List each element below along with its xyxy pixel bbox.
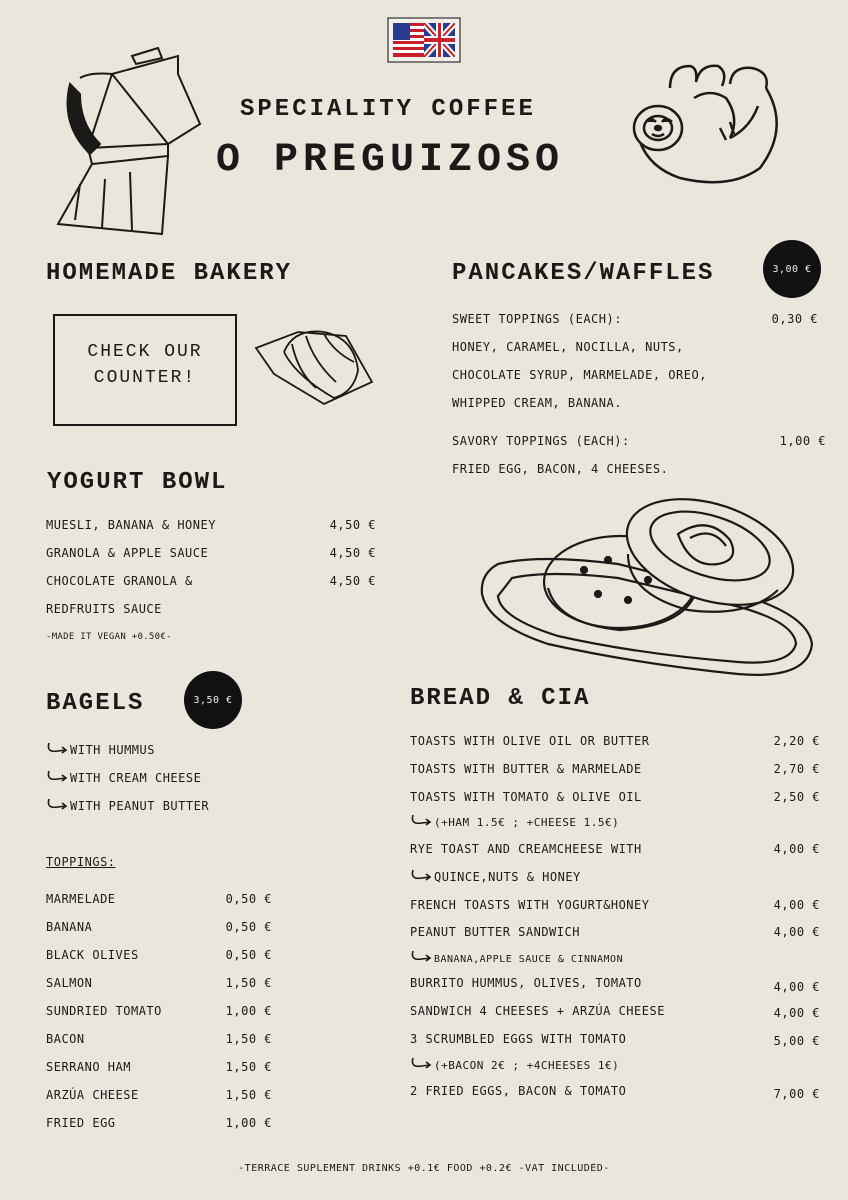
header-subtitle: SPECIALITY COFFEE [240, 96, 536, 123]
item-name: 3 SCRUMBLED EGGS WITH TOMATO [410, 1032, 627, 1046]
sloth-illustration [630, 58, 790, 190]
item-name: TOASTS WITH OLIVE OIL OR BUTTER [410, 734, 650, 748]
sloth-icon [630, 58, 790, 190]
check-counter-line2: COUNTER! [93, 368, 197, 388]
curved-arrow-icon [46, 770, 68, 782]
topping-text: FRIED EGG, BACON, 4 CHEESES. [452, 462, 669, 476]
item-price: 4,00 € [773, 842, 820, 856]
item-name: RYE TOAST AND CREAMCHEESE WITH [410, 842, 642, 856]
pancakes-toppings [452, 312, 826, 482]
item-name: SANDWICH 4 CHEESES + ARZÚA CHEESE [410, 1004, 665, 1018]
item-price: 4,00 € [773, 925, 820, 939]
item-name: TOASTS WITH BUTTER & MARMELADE [410, 762, 642, 776]
item-price: 2,50 € [773, 790, 820, 804]
moka-pot-icon [50, 44, 200, 239]
item-extra-text: BANANA,APPLE SAUCE & CINNAMON [434, 954, 624, 965]
item-price: 1,50 € [225, 976, 272, 990]
item-name: PEANUT BUTTER SANDWICH [410, 925, 580, 939]
item-name: TOASTS WITH TOMATO & OLIVE OIL [410, 790, 642, 804]
item-price: 4,00 € [773, 980, 820, 994]
toppings-heading: TOPPINGS: [46, 855, 116, 869]
footer-note: -TERRACE SUPLEMENT DRINKS +0.1€ FOOD +0.2€ -VAT INCLUDED- [238, 1163, 610, 1174]
item-name: SUNDRIED TOMATO [46, 1004, 162, 1018]
moka-pot-illustration [50, 44, 200, 239]
bagel-options [46, 742, 306, 826]
curved-arrow-icon [410, 950, 432, 962]
check-counter-line1: CHECK OUR [87, 342, 203, 362]
savory-toppings-price: 1,00 € [779, 434, 826, 448]
bagels-section-title: BAGELS [46, 690, 145, 717]
bread-section-title: BREAD & CIA [410, 685, 591, 712]
item-price: 4,00 € [773, 1006, 820, 1020]
item-name: ARZÚA CHEESE [46, 1088, 139, 1102]
bagel-option-label: WITH HUMMUS [70, 743, 155, 757]
item-name-line2: REDFRUITS SAUCE [46, 602, 162, 616]
item-price: 2,20 € [773, 734, 820, 748]
item-name: BURRITO HUMMUS, OLIVES, TOMATO [410, 976, 642, 990]
item-price: 0,50 € [225, 948, 272, 962]
item-price: 4,50 € [329, 574, 376, 588]
bagels-price-badge: 3,50 € [184, 671, 242, 729]
item-price: 7,00 € [773, 1087, 820, 1101]
item-price: 1,50 € [225, 1032, 272, 1046]
curved-arrow-icon [410, 814, 432, 826]
item-price: 4,50 € [329, 518, 376, 532]
item-name: 2 FRIED EGGS, BACON & TOMATO [410, 1084, 627, 1098]
item-extra-text: (+HAM 1.5€ ; +CHEESE 1.5€) [434, 816, 620, 829]
topping-text: WHIPPED CREAM, BANANA. [452, 396, 622, 410]
item-name: SALMON [46, 976, 93, 990]
item-price: 4,00 € [773, 898, 820, 912]
item-price: 1,50 € [225, 1088, 272, 1102]
check-counter-box [53, 314, 237, 426]
curved-arrow-icon [46, 798, 68, 810]
sweet-toppings-label: SWEET TOPPINGS (EACH): [452, 312, 622, 326]
pancakes-section-title: PANCAKES/WAFFLES [452, 260, 715, 287]
item-name: CHOCOLATE GRANOLA & [46, 574, 193, 588]
item-name: FRENCH TOASTS WITH YOGURT&HONEY [410, 898, 650, 912]
language-flag-button[interactable] [387, 17, 461, 63]
toppings-list [46, 892, 272, 1132]
vegan-note: -MADE IT VEGAN +0.50€- [46, 632, 172, 642]
yogurt-section-title: YOGURT BOWL [47, 469, 228, 496]
uk-flag-icon [387, 17, 461, 63]
item-price: 1,00 € [225, 1116, 272, 1130]
curved-arrow-icon [410, 1057, 432, 1069]
sweet-toppings-price: 0,30 € [771, 312, 818, 326]
item-extra-text: QUINCE,NUTS & HONEY [434, 870, 581, 884]
item-name: FRIED EGG [46, 1116, 116, 1130]
item-price: 1,50 € [225, 1060, 272, 1074]
item-name: BANANA [46, 920, 93, 934]
item-price: 1,00 € [225, 1004, 272, 1018]
bakery-section-title: HOMEMADE BAKERY [46, 260, 293, 287]
savory-toppings-label: SAVORY TOPPINGS (EACH): [452, 434, 630, 448]
item-name: MARMELADE [46, 892, 116, 906]
pancakes-illustration [478, 494, 814, 684]
item-price: 2,70 € [773, 762, 820, 776]
yogurt-list [46, 518, 376, 648]
croissant-icon [254, 322, 380, 406]
item-price: 0,50 € [225, 920, 272, 934]
bagel-option-label: WITH PEANUT BUTTER [70, 799, 210, 813]
pancakes-price-badge: 3,00 € [763, 240, 821, 298]
item-price: 5,00 € [773, 1034, 820, 1048]
croissant-illustration [254, 322, 380, 406]
page-title: O PREGUIZOSO [216, 138, 565, 183]
bread-list [410, 734, 820, 1104]
pancakes-plate-icon [478, 494, 814, 684]
curved-arrow-icon [46, 742, 68, 754]
bagel-option-label: WITH CREAM CHEESE [70, 771, 202, 785]
item-price: 0,50 € [225, 892, 272, 906]
item-name: SERRANO HAM [46, 1060, 131, 1074]
item-name: BLACK OLIVES [46, 948, 139, 962]
topping-text: CHOCOLATE SYRUP, MARMELADE, OREO, [452, 368, 707, 382]
item-name: MUESLI, BANANA & HONEY [46, 518, 216, 532]
item-name: BACON [46, 1032, 85, 1046]
item-name: GRANOLA & APPLE SAUCE [46, 546, 209, 560]
topping-text: HONEY, CARAMEL, NOCILLA, NUTS, [452, 340, 684, 354]
item-price: 4,50 € [329, 546, 376, 560]
item-extra-text: (+BACON 2€ ; +4CHEESES 1€) [434, 1059, 620, 1072]
curved-arrow-icon [410, 869, 432, 881]
